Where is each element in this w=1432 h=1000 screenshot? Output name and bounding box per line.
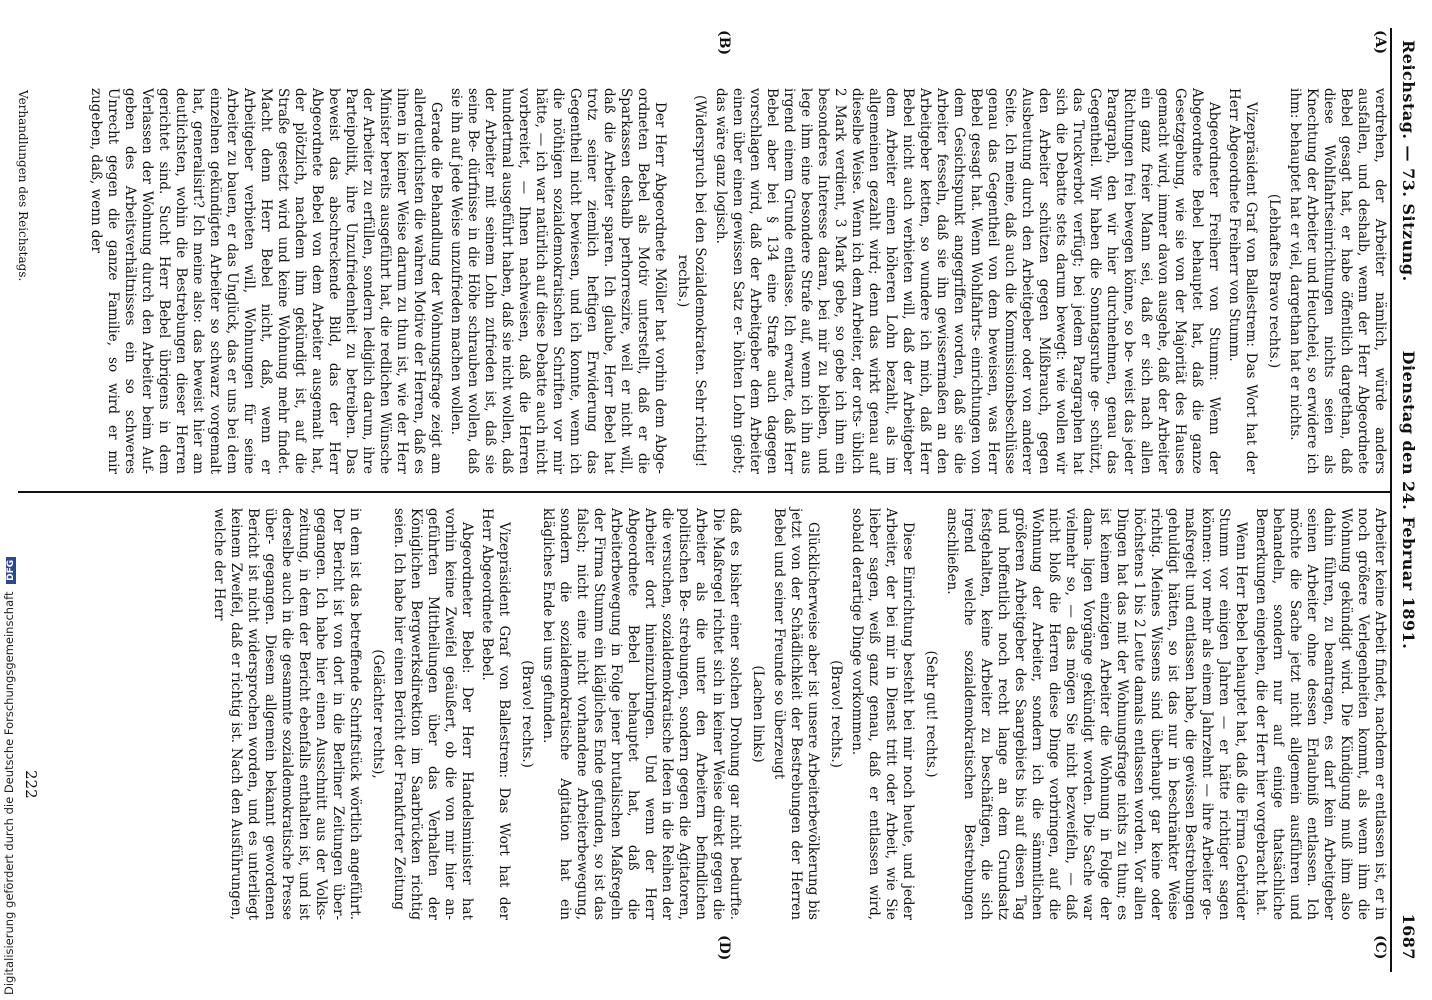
interjection: (Lebhaftes Bravo rechts.) xyxy=(1266,193,1282,369)
margin-marker-b: (B) xyxy=(716,30,732,56)
interjection: (Gelächter rechts), xyxy=(370,649,386,779)
footer-proceedings: Verhandlungen des Reichstags. xyxy=(16,90,30,282)
right-column xyxy=(207,508,1388,920)
paragraph: Gerade die Behandlung der Wohnungsfrage zeigt am allerdeutlichsten die wahren Motive der Herren, daß es ihnen in keiner Weise darum zu thun ist, wie der Herr Minister bereits ausgeführt hat, die redlichen Wünsche der Arbeiter zu erfüllen, sondern lediglich darum, ihre Parteipolitik, ihre Unzufriedenheit zu betreiben. Das beweist das abschreckende Bild, das der Herr Abgeordnete Bebel von dem Arbeiter ausgemalt hat, der plötzlich, nachdem ihm gekündigt ist, auf die Straße gesetzt wird und keine Wohnung mehr findet. Macht denn Herr Bebel nicht, daß, wenn er Arbeitgeber verbieten will, Wohnungen für seine Arbeiter zu bauen, er das Unglück, das er uns bei dem einzelnen gekündigten Arbeiter so schwarz vorgemalt hat, generalisirt? Ich meine also: das beweist hier am deutlichsten, wohin die Bestrebungen dieser Herren gerichtet sind. Sucht Herr Bebel übrigens in dem Verlassen der Wohnung durch den Arbeiter beim Auf- geben des Arbeitsverhältnisses ein so schweres Unrecht gegen die ganze Familie, so wird er mir zugeben, daß, wenn der xyxy=(88,88,444,474)
paragraph: Der Herr Abgeordnete Möller hat vorhin dem Abge- ordneten Bebel als Motiv unterstellt, daß er die Sparkassen deshalb perhorreszire, weil er nicht will, daß die Arbeiter sparen. Ich glaube, Herr Bebel hat trotz seiner ziemlich heftigen Erwiderung das Gegentheil nicht bewiesen, und ich konnte, wenn ich die nöthigen sozialdemokratischen Schriften vor mir hätte, — ich war natürlich auf diese Debatte auch nicht vorbereitet, — Ihnen nachweisen, daß die Herren hundertmal ausgeführt haben, daß sie nicht wollen, daß der Arbeiter mit seinem Lohn zufrieden ist, daß sie seine Be- dürfnisse in die Höhe schrauben wollen, daß sie ihn auf jede Weise unzufrieden machen wollen. xyxy=(448,88,668,474)
paragraph: in dem ist das betreffende Schriftstück wörtlich angeführt. Der Bericht ist von dort in die Berliner Zeitungen über- gegangen. Ich habe hier einen Ausschnitt aus der Volks- zeitung, in dem der Bericht ebenfalls enthalten ist, und ist derselbe auch in die gesammte sozialdemokratische Presse über- gegangen. Diesem allgemein bekannt gewordenen Bericht ist nicht widersprochen worden, und es unterliegt keinem Zweifel, daß er richtig ist. Nach den Ausführungen, welche der Herr xyxy=(211,508,363,920)
paragraph: Wenn Herr Bebel behauptet hat, daß die Firma Gebrüder Stumm vor einigen Jahren — er hätte richtiger sagen können: vor mehr als einem Jahrzehnt — ihre Arbeiter ge- maßregelt und entlassen habe, die gewissen Bestrebungen gehuldigt hätten, so ist das nur in beschränkter Weise richtig. Meines Wissens sind überhaupt gar keine oder höchstens 1 bis 2 Leute damals entlassen worden. Vor allen Dingen hat das mit der Wohnungsfrage nichts zu thun; es ist keinem einzigen Arbeiter die Wohnung in Folge der dama- ligen Vorgänge gekündigt worden. Die Sache war vielmehr so, — das mögen Sie nicht bezweifeln, — daß nicht bloß die Herren diese Dinge vorbringen, auf die Wohnung der Arbeiter, sondern ich die sämmtlichen größeren Arbeitgeber des Saargebiets bis auf diesen Tag und hoffentlich noch recht lange an dem Grundsatz festgehalten, keine Arbeiter zu beschäftigen, die sich irgend welche sozialdemokratischen Bestrebungen anschließen. xyxy=(944,508,1249,920)
paragraph: Abgeordneter Bebel: Der Herr Handelsminister hat vorhin keine Zweifel geäußert, ob die von mir hier an- geführten Mittheilungen über das Verhalten der Königlichen Bergwerksdirektion im Saarbrücken richtig seien. Ich habe hier einen Bericht der Frankfurter Zeitung xyxy=(391,508,475,920)
header-page-number: 1687 xyxy=(1399,913,1418,960)
paragraph: Arbeiter keine Arbeit findet, nachdem er entlassen ist, er in noch größere Verlegenheiten kommt, als wenn ihm die Wohnung gekündigt wird. Die Kündigung muß ihm also dahin führen, zu beantragen, es darf kein Arbeitgeber seinen Arbeiter ohne dessen Erlaubniß entlassen. Ich möchte die Sache jetzt nicht allgemein ausführen und behandeln, sondern nur auf einige thatsächliche Bemerkungen eingehen, die der Herr hier vorgebracht hat. xyxy=(1253,508,1388,920)
dfg-logo: DFG xyxy=(6,557,16,584)
interjection: (Bravo! rechts.) xyxy=(828,660,844,768)
paragraph: verdrehen, der Arbeiter nämlich, würde anders ausfallen, und deshalb, wenn der Herr Abgeordnete Bebel gesagt hat, er habe öffentlich dargethan, daß diese Wohlfahrtseinrichtungen nichts seien als Knechtung der Arbeiter und Heuchelei, so erwidere ich ihm: behauptet hat er viel, dargethan hat er nichts. xyxy=(1287,88,1388,474)
interjection: (Lachen links) xyxy=(750,665,766,763)
footer-page-number: 222 xyxy=(22,770,40,799)
paragraph: Diese Einrichtung besteht bei mir noch heute, und jeder Arbeiter, der bei mir in Dienst tritt oder Arbeit, wie Sie lieber sagen, weiß ganz genau, daß er entlassen wird, sobald derartige Dinge vorkommen. xyxy=(849,508,916,920)
left-column xyxy=(84,88,1388,474)
paragraph: Glücklicherweise aber ist unsere Arbeiterbevölkerung bis jetzt von der Schädlichkeit der Bestrebungen der Herren Bebel und seiner Freunde so überzeugt xyxy=(771,508,821,920)
interjection: (Widerspruch bei den Sozialdemokraten. Sehr richtig! rechts.) xyxy=(675,94,708,468)
header-session: Reichstag. — 73. Sitzung. xyxy=(1399,40,1418,282)
interjection: (Bravo! rechts.) xyxy=(519,660,535,768)
header-rule xyxy=(1390,28,1392,972)
header-date: Dienstag den 24. Februar 1891. xyxy=(1399,350,1418,650)
margin-marker-a: (A) xyxy=(1372,30,1388,55)
margin-marker-d: (D) xyxy=(716,935,732,961)
paragraph: Vizepräsident Graf von Ballestrem: Das Wort hat der Herr Abgeordnete Freiherr von Stumm. xyxy=(1226,88,1259,474)
paragraph: daß es bisher einer solchen Drohung gar nicht bedurfte. Die Maßregel richtet sich in keiner Weise direkt gegen die Arbeiter als die unter den Arbeitern befindlichen politischen Be- strebungen, sondern gegen die Agitatoren, die versuchen, sozialdemokratische Ideen in die Reihen der Arbeiter dort hineinzubringen. Und wenn der Herr Abgeordnete Bebel behauptet hat, daß die Arbeiterbewegung in Folge jener brutalischen Maßregeln der Firma Stumm ein klägliches Ende gefunden, so ist das falsch; nicht eine nicht vorhandene Arbeiterbewegung, sondern die sozialdemokratische Agitation hat ein klägliches Ende bei uns gefunden. xyxy=(540,508,743,920)
dfg-credit-text: Digitalisierung gefördert durch die Deutsche Forschungsgemeinschaft xyxy=(2,591,16,995)
column-divider xyxy=(18,491,1390,493)
paragraph: Vizepräsident Graf von Ballestrem: Das Wort hat der Herr Abgeordnete Bebel. xyxy=(479,508,512,920)
paragraph: Abgeordneter Freiherr von Stumm: Wenn der Abgeordnete Bebel behauptet hat, daß die ganze Gesetzgebung, wie sie von der Majorität des Hauses gemacht wird, immer davon ausgehe, daß der Arbeiter ein ganz freier Mann sei, daß er sich nach allen Richtungen frei bewegen könne, so be- weist das jeder Paragraph, den wir hier durchnehmen, genau das Gegentheil. Wir haben die Sonntagsruhe ge- schützt, das Truckverbot verfügt; bei jedem Paragraphen hat sich die Debatte stets darum bewegt: wie wollen wir den Arbeiter schützen gegen Mißbrauch, gegen Ausbeutung durch den Arbeitgeber oder von anderer Seite. Ich meine, daß auch die Kommissionsbeschlüsse genau das Gegentheil von dem beweisen, was Herr Bebel gesagt hat. Wenn Wohlfahrts- einrichtungen von dem Gesichtspunkt angegriffen worden, daß sie die Arbeiter fesseln, daß sie ihn gewissermaßen an den Arbeitgeber ketten, so wundere ich mich, daß Herr Bebel nicht auch verbieten will, daß der Arbeitgeber dem Arbeiter einen höheren Lohn bezahlt, als im allgemeinen gezahlt wird; denn das wirkt genau auf dieselbe Weise. Wenn ich dem Arbeiter, der orts- üblich 2 Mark verdient, 3 Mark gebe, so gebe ich ihm ein besonderes Interesse daran, bei mir zu bleiben, und lege ihm eine besondere Strafe auf, wenn ich ihn aus irgend einem Grunde entlasse. Ich erwarte, daß Herr Bebel aber bei § 134 eine Strafe auch dagegen vorschlagen wird, daß der Arbeitgeber dem Arbeiter einen über einen gewissen Satz er- höhten Lohn giebt; das wäre ganz logisch. xyxy=(713,88,1222,474)
page-header xyxy=(1394,40,1424,960)
margin-marker-c: (C) xyxy=(1372,935,1388,960)
interjection: (Sehr gut! rechts.) xyxy=(923,650,939,778)
